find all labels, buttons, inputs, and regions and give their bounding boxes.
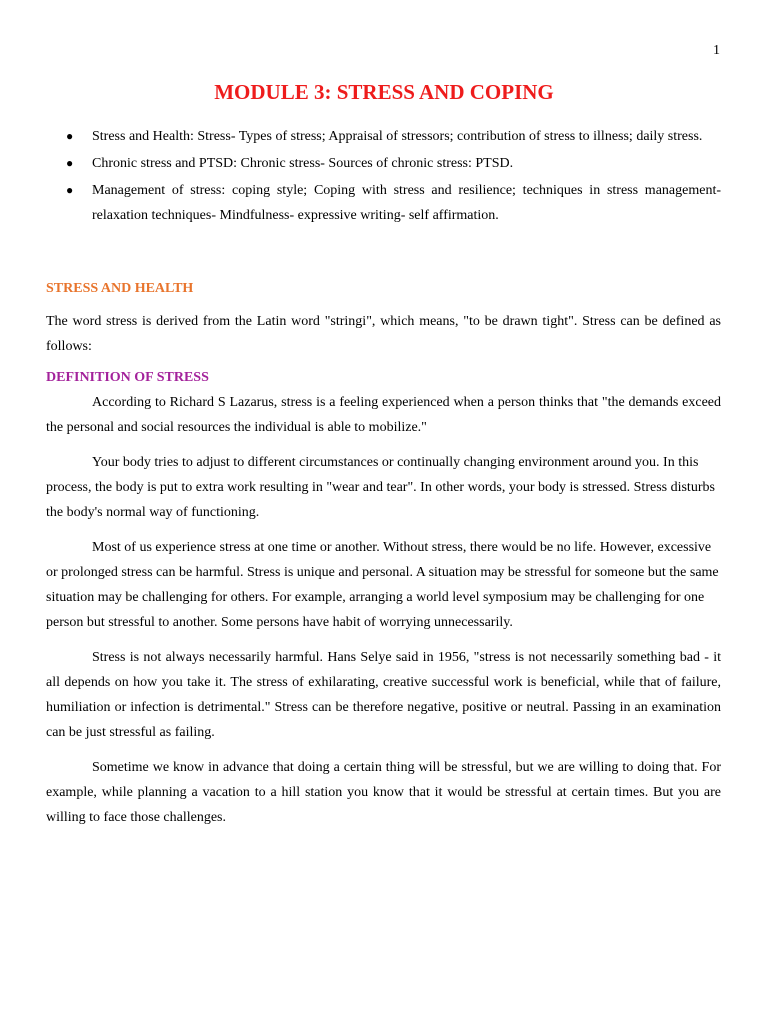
topic-item [46, 151, 721, 176]
topic-item [46, 178, 721, 228]
definition-heading: DEFINITION OF STRESS [46, 370, 209, 385]
intro-paragraph: The word stress is derived from the Latin word "stringi", which means, "to be drawn tight". Stress can be defined as follows: [46, 314, 721, 354]
topic-list [46, 124, 721, 228]
document-body [46, 124, 721, 840]
body-paragraph: According to Richard S Lazarus, stress is a feeling experienced when a person thinks that "the demands exceed the personal and social resources the individual is able to mobilize." [46, 395, 721, 435]
bullet-icon: ● [66, 129, 74, 143]
topic-item [46, 124, 721, 149]
topic-text: Chronic stress and PTSD: Chronic stress- Sources of chronic stress: PTSD. [92, 156, 514, 171]
page-number: 1 [713, 43, 720, 58]
body-paragraph: Stress is not always necessarily harmful. Hans Selye said in 1956, "stress is not necessarily something bad - it all depends on how you take it. The stress of exhilarating, creative successful work is beneficial, while that of failure, humiliation or infection is detrimental." Stress can be therefore negative, positive or neutral. Passing in an examination can be just stressful as failing. [46, 650, 721, 740]
topic-text: Stress and Health: Stress- Types of stress; Appraisal of stressors; contribution of stress to illness; daily stress. [92, 129, 703, 144]
section-heading: STRESS AND HEALTH [46, 281, 194, 296]
bullet-icon: ● [66, 156, 74, 170]
body-paragraph: Your body tries to adjust to different circumstances or continually changing environment around you. In this process, the body is put to extra work resulting in "wear and tear". In other words, your body is stressed. Stress disturbs the body's normal way of functioning. [46, 455, 715, 520]
topic-text: Management of stress: coping style; Coping with stress and resilience; techniques in stress management- relaxation techniques- Mindfulness- expressive writing- self affirmation. [92, 183, 721, 223]
bullet-icon: ● [66, 183, 74, 197]
page-title: MODULE 3: STRESS AND COPING [214, 80, 554, 104]
body-paragraph: Most of us experience stress at one time or another. Without stress, there would be no life. However, excessive or prolonged stress can be harmful. Stress is unique and personal. A situation may be stressful for someone but the same situation may be challenging for others. For example, arranging a world level symposium may be challenging for one person but stressful to another. Some persons have habit of worrying unnecessarily. [46, 540, 719, 630]
body-paragraph: Sometime we know in advance that doing a certain thing will be stressful, but we are willing to doing that. For example, while planning a vacation to a hill station you know that it would be stressful at certain times. But you are willing to face those challenges. [46, 760, 721, 825]
